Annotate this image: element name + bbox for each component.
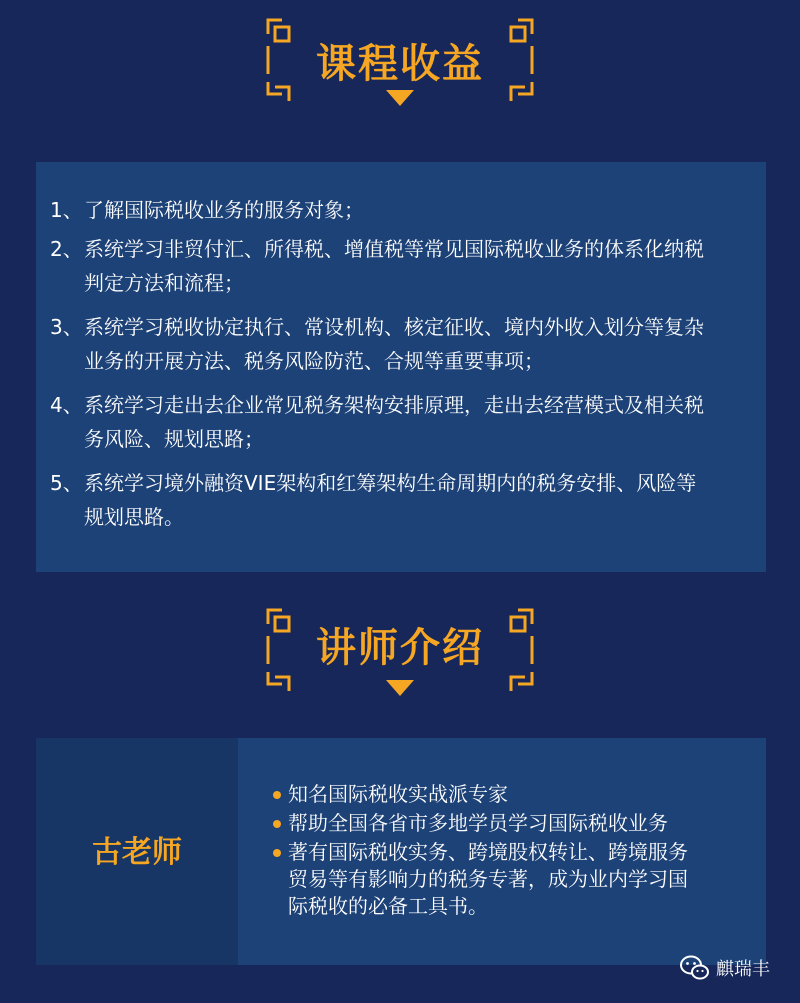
list-text: 著有国际税收实务、跨境股权转让、跨境服务	[288, 840, 688, 864]
list-number: 1、	[50, 198, 83, 222]
list-text: 了解国际税收业务的服务对象；	[84, 198, 364, 222]
section-title: 讲师介绍	[316, 625, 484, 671]
list-number: 3、	[50, 315, 83, 339]
list-text: 系统学习税收协定执行、常设机构、核定征收、境内外收入划分等复杂	[84, 315, 704, 339]
list-text: 业务的开展方法、税务风险防范、合规等重要事项；	[84, 349, 544, 373]
list-text: 务风险、规划思路；	[84, 427, 264, 451]
watermark	[680, 952, 795, 984]
list-text: 系统学习境外融资VIE架构和红筹架构生命周期内的税务安排、风险等	[84, 471, 697, 495]
list-text: 帮助全国各省市多地学员学习国际税收业务	[288, 811, 668, 835]
watermark-text: 麒瑞丰	[716, 959, 770, 980]
bullet-icon	[270, 810, 288, 837]
list-text: 贸易等有影响力的税务专著，成为业内学习国	[288, 867, 688, 891]
wechat-icon	[680, 955, 710, 981]
list-text: 系统学习非贸付汇、所得税、增值税等常见国际税收业务的体系化纳税	[84, 237, 704, 261]
list-item	[270, 839, 750, 920]
list-number: 2、	[50, 237, 83, 261]
list-item	[50, 310, 750, 378]
list-text: 系统学习走出去企业常见税务架构安排原理，走出去经营模式及相关税	[84, 393, 704, 417]
list-item	[50, 193, 750, 227]
instructor-header	[0, 604, 800, 704]
list-item	[50, 466, 750, 534]
list-item	[50, 232, 750, 300]
list-text: 判定方法和流程；	[84, 271, 244, 295]
section-title: 课程收益	[316, 41, 484, 87]
bullet-icon	[270, 781, 288, 808]
list-text: 规划思路。	[84, 505, 184, 529]
list-number: 4、	[50, 393, 83, 417]
list-item	[270, 781, 750, 808]
list-text: 知名国际税收实战派专家	[288, 782, 508, 806]
instructor-name: 古老师	[92, 835, 182, 870]
list-text: 际税收的必备工具书。	[288, 894, 488, 918]
list-item	[270, 810, 750, 837]
course-benefits-header	[0, 14, 800, 114]
list-number: 5、	[50, 471, 83, 495]
bullet-icon	[270, 839, 288, 920]
list-item	[50, 388, 750, 456]
